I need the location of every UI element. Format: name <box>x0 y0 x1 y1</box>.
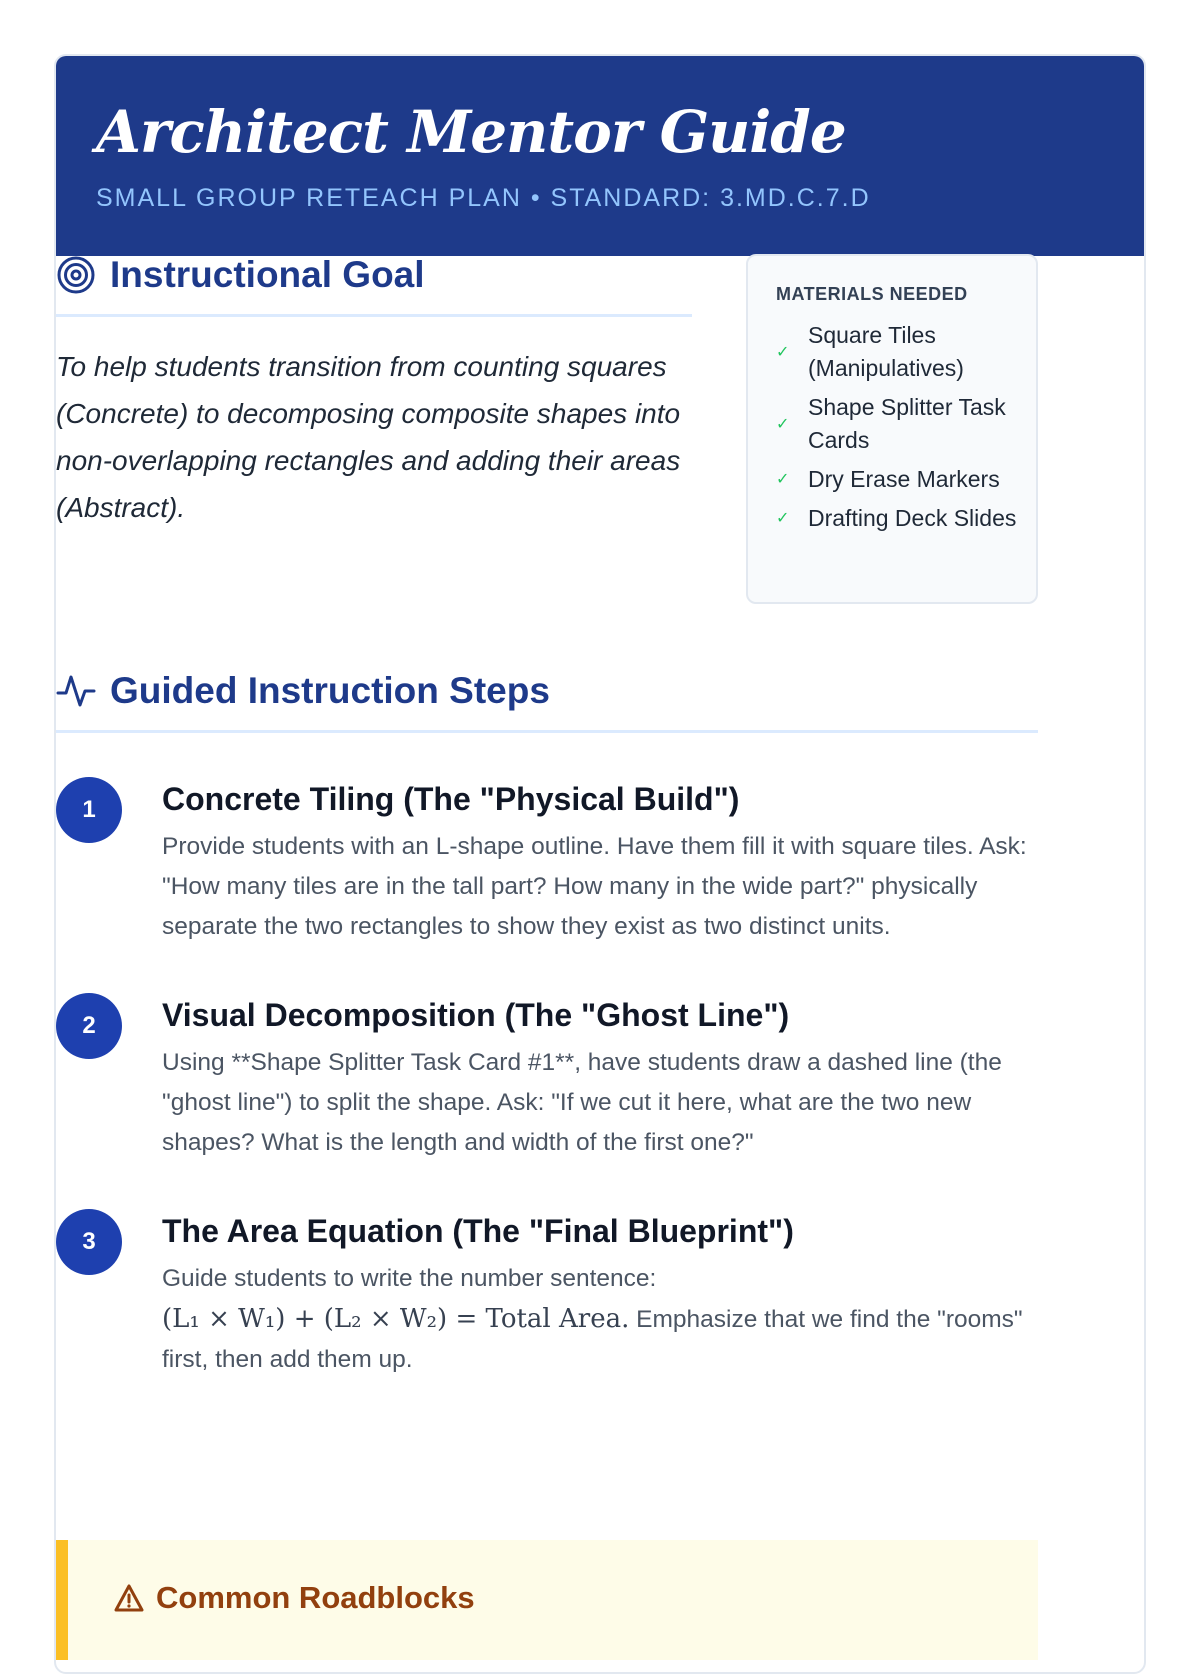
step-item <box>56 1209 1038 1380</box>
step-text-intro: Guide students to write the number sentence: <box>162 1265 657 1292</box>
material-item <box>776 463 1018 496</box>
material-item <box>776 319 1018 385</box>
check-icon: ✓ <box>776 471 790 488</box>
step-item <box>56 777 1038 947</box>
material-label: Dry Erase Markers <box>808 466 1000 492</box>
header <box>56 56 1144 256</box>
check-icon: ✓ <box>776 343 790 361</box>
steps-heading-row <box>56 670 1038 733</box>
material-item <box>776 391 1018 457</box>
page-subtitle: SMALL GROUP RETEACH PLAN • STANDARD: 3.MD.C.7.D <box>96 184 871 212</box>
roadblocks-heading: Common Roadblocks <box>156 1580 475 1615</box>
step-title: The Area Equation (The "Final Blueprint") <box>162 1213 794 1249</box>
area-equation: (L₁ × W₁) + (L₂ × W₂) = Total Area. <box>162 1304 630 1334</box>
materials-heading: MATERIALS NEEDED <box>776 284 968 304</box>
warning-triangle-icon <box>114 1583 144 1613</box>
step-number-badge: 2 <box>56 993 122 1059</box>
materials-panel <box>746 254 1038 604</box>
step-text <box>162 1259 1038 1380</box>
guided-steps-section <box>56 670 1038 1380</box>
goal-heading-row <box>56 254 692 317</box>
roadblocks-heading-row <box>114 1580 1038 1616</box>
step-text-outro: Emphasize that we find the "rooms" first, then add them up. <box>162 1306 1023 1373</box>
material-item <box>776 502 1018 535</box>
step-item <box>56 993 1038 1163</box>
steps-heading: Guided Instruction Steps <box>110 670 550 711</box>
instructional-goal-section <box>56 254 692 531</box>
step-text: Provide students with an L-shape outline. Have them fill it with square tiles. Ask: "How many tiles are in the tall part? How many in the wide part?" physically separate the two rectangles to show they exist as two distinct units. <box>162 833 1027 940</box>
material-label: Drafting Deck Slides <box>808 505 1017 531</box>
check-icon: ✓ <box>776 415 790 433</box>
step-number-badge: 1 <box>56 777 122 843</box>
activity-pulse-icon <box>56 671 96 711</box>
goal-text: To help students transition from counting squares (Concrete) to decomposing composite shapes into non-overlapping rectangles and adding their areas (Abstract). <box>56 351 681 523</box>
material-label: Shape Splitter Task Cards <box>808 394 1006 453</box>
step-text: Using **Shape Splitter Task Card #1**, have students draw a dashed line (the "ghost line") to split the shape. Ask: "If we cut it here, what are the two new shapes? What is the length and width of the first one?" <box>162 1049 1002 1156</box>
material-label: Square Tiles (Manipulatives) <box>808 322 964 381</box>
step-number-badge: 3 <box>56 1209 122 1275</box>
target-icon <box>56 255 96 295</box>
check-icon: ✓ <box>776 510 790 527</box>
step-title: Concrete Tiling (The "Physical Build") <box>162 781 740 817</box>
step-title: Visual Decomposition (The "Ghost Line") <box>162 997 790 1033</box>
page-title: Architect Mentor Guide <box>96 98 846 166</box>
common-roadblocks-callout <box>56 1540 1038 1660</box>
goal-heading: Instructional Goal <box>110 254 425 295</box>
